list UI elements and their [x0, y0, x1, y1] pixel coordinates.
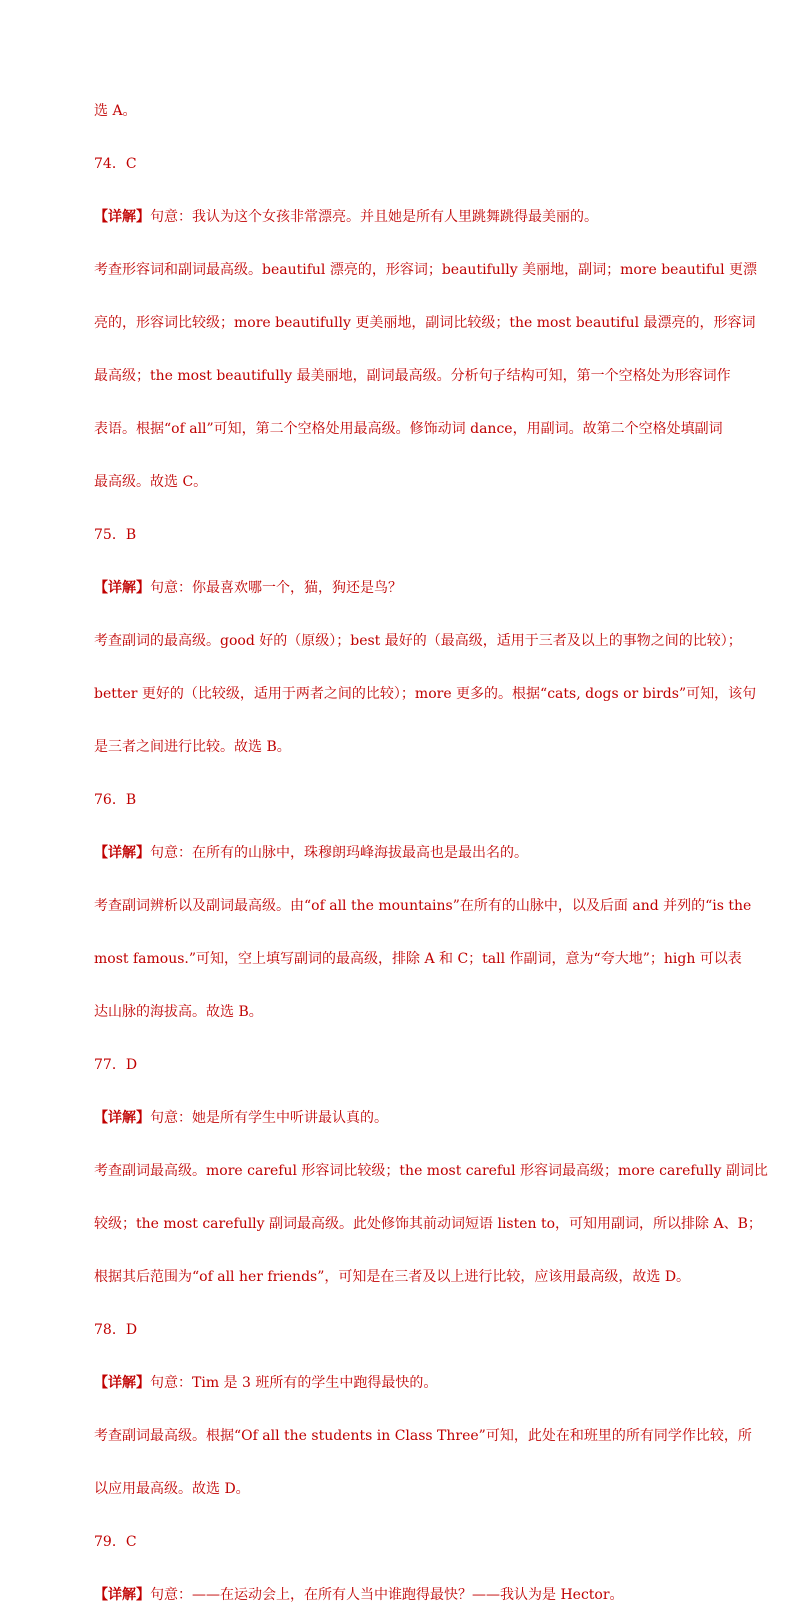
detail-line	[94, 1105, 704, 1131]
question-number: 75．B	[94, 527, 137, 543]
text-line: 是三者之间进行比较。故选 B。	[94, 739, 291, 755]
text-line: 最高级。故选 C。	[94, 474, 208, 490]
detail-tag: 【详解】	[94, 845, 150, 861]
question-number: 76．B	[94, 792, 137, 808]
text-line: 考查副词最高级。more careful 形容词比较级；the most careful 形容词最高级；more carefully 副词比	[94, 1163, 768, 1179]
text-line: 表语。根据“of all”可知，第二个空格处用最高级。修饰动词 dance，用副词。故第二个空格处填副词	[94, 421, 723, 437]
text-line: 考查副词的最高级。good 好的（原级）；best 最好的（最高级，适用于三者及以上的事物之间的比较）；	[94, 633, 742, 649]
detail-text: 句意：她是所有学生中听讲最认真的。	[150, 1110, 388, 1126]
detail-line	[94, 1370, 704, 1396]
text-line: 较级；the most carefully 副词最高级。此处修饰其前动词短语 listen to，可知用副词，所以排除 A、B；	[94, 1216, 762, 1232]
answer-explanations	[94, 98, 768, 1608]
detail-text: 句意：你最喜欢哪一个，猫，狗还是鸟？	[150, 580, 402, 596]
text-line: 最高级；the most beautifully 最美丽地，副词最高级。分析句子结构可知，第一个空格处为形容词作	[94, 368, 731, 384]
text-line: 亮的，形容词比较级；more beautifully 更美丽地，副词比较级；the most beautiful 最漂亮的，形容词	[94, 315, 756, 331]
detail-tag: 【详解】	[94, 1375, 150, 1391]
detail-line	[94, 840, 704, 866]
question-number: 77．D	[94, 1057, 138, 1073]
detail-tag: 【详解】	[94, 1110, 150, 1126]
detail-tag: 【详解】	[94, 580, 150, 596]
text-line: 达山脉的海拔高。故选 B。	[94, 1004, 263, 1020]
text-line: 考查形容词和副词最高级。beautiful 漂亮的，形容词；beautifully 美丽地，副词；more beautiful 更漂	[94, 262, 758, 278]
question-number: 78．D	[94, 1322, 138, 1338]
detail-text: 句意：我认为这个女孩非常漂亮。并且她是所有人里跳舞跳得最美丽的。	[150, 209, 598, 225]
detail-text: 句意：Tim 是 3 班所有的学生中跑得最快的。	[150, 1375, 438, 1391]
detail-tag: 【详解】	[94, 1587, 150, 1603]
detail-line	[94, 575, 704, 601]
detail-line	[94, 1582, 704, 1608]
text-line: 以应用最高级。故选 D。	[94, 1481, 250, 1497]
text-line: 考查副词辨析以及副词最高级。由“of all the mountains”在所有的山脉中，以及后面 and 并列的“is the	[94, 898, 752, 914]
text-line: better 更好的（比较级，适用于两者之间的比较）；more 更多的。根据“cats, dogs or birds”可知，该句	[94, 686, 757, 702]
detail-text: 句意：——在运动会上，在所有人当中谁跑得最快？——我认为是 Hector。	[150, 1587, 624, 1603]
question-number: 74．C	[94, 156, 137, 172]
text-line: 考查副词最高级。根据“Of all the students in Class Three”可知，此处在和班里的所有同学作比较，所	[94, 1428, 752, 1444]
detail-line	[94, 204, 704, 230]
question-number: 79．C	[94, 1534, 137, 1550]
detail-tag: 【详解】	[94, 209, 150, 225]
text-line: 选 A。	[94, 103, 137, 119]
detail-text: 句意：在所有的山脉中，珠穆朗玛峰海拔最高也是最出名的。	[150, 845, 528, 861]
text-line: 根据其后范围为“of all her friends”，可知是在三者及以上进行比较，应该用最高级，故选 D。	[94, 1269, 691, 1285]
text-line: most famous.”可知，空上填写副词的最高级，排除 A 和 C；tall 作副词，意为“夸大地”；high 可以表	[94, 951, 742, 967]
